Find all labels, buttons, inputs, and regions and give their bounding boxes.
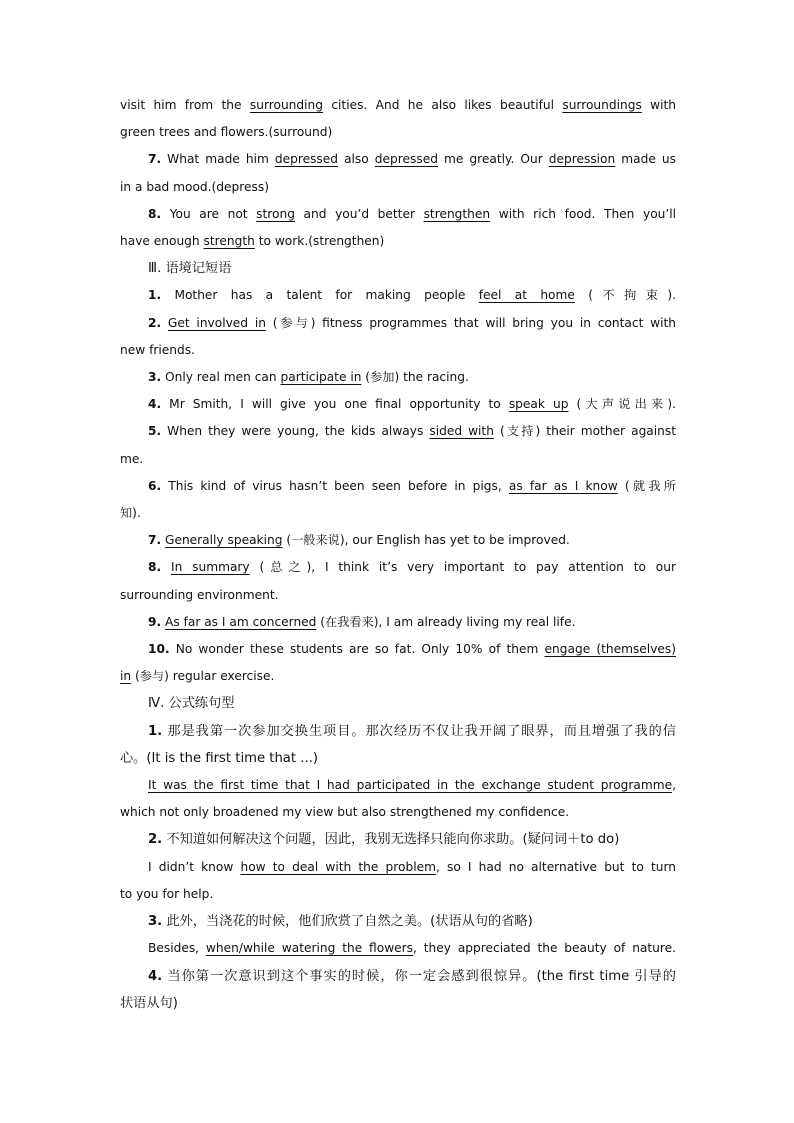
text-segment: with (641, 98, 677, 112)
text-segment: 状语从句) (120, 995, 178, 1011)
item-number: 3. (148, 914, 163, 930)
text-line (120, 881, 676, 908)
item-number: 1. (148, 288, 162, 303)
text-segment: me greatly. Our (437, 152, 549, 167)
text-line (120, 854, 676, 881)
answer-blank: how to deal with the problem (240, 859, 436, 874)
text-line (120, 772, 676, 799)
text-line (120, 228, 676, 255)
text-segment: , so I had no alternative but to turn (435, 859, 676, 874)
answer-blank: sided with (429, 424, 494, 439)
item-number: 7. (148, 533, 162, 548)
text-segment: (不拘束). (574, 288, 676, 303)
text-segment: You are not (161, 206, 257, 221)
text-line (120, 174, 676, 201)
text-segment: Mother has a talent for making people (161, 288, 479, 303)
text-line (120, 527, 676, 554)
text-segment: (在我看来), I am already living my real life. (316, 614, 576, 629)
answer-blank: It was the first time that I had participated in the exchange student programme (148, 778, 673, 793)
text-segment: When they were young, the kids always (161, 424, 430, 439)
text-line (120, 473, 676, 500)
text-line (120, 146, 676, 173)
text-line (120, 255, 676, 282)
text-segment: (就我所 (617, 478, 676, 493)
item-number: 10. (148, 642, 170, 657)
item-number: 8. (148, 206, 162, 221)
text-segment: Besides, (148, 941, 206, 956)
text-segment: with rich food. Then you’ll (490, 206, 677, 221)
answer-blank: As far as I am concerned (165, 614, 317, 629)
text-segment: 此外，当浇花的时候，他们欣赏了自然之美。(状语从句的省略) (162, 914, 533, 930)
text-segment: which not only broadened my view but also strengthened my confidence. (120, 805, 570, 820)
text-line (120, 663, 676, 690)
text-segment: This kind of virus hasn’t been seen before in pigs, (161, 478, 509, 493)
text-segment: made us (615, 152, 676, 167)
text-segment: (大声说出来). (568, 397, 676, 412)
text-line (120, 990, 676, 1017)
item-number: 4. (148, 397, 162, 412)
text-line (120, 745, 676, 772)
text-line (120, 310, 676, 337)
answer-blank: participate in (280, 370, 362, 385)
text-line (120, 446, 676, 473)
answer-blank: surroundings (562, 98, 642, 112)
text-segment: What made him (161, 152, 275, 167)
text-segment: Ⅲ. 语境记短语 (148, 261, 232, 277)
answer-blank: when/while watering the flowers (205, 941, 414, 956)
text-segment: have enough (120, 234, 204, 249)
answer-blank: strength (203, 234, 255, 249)
text-segment: (参加) the racing. (361, 370, 469, 385)
answer-blank: as far as I know (508, 478, 618, 493)
text-segment: and you’d better (294, 206, 424, 221)
text-segment: Mr Smith, I will give you one final opportunity to (161, 397, 509, 412)
text-line (120, 582, 676, 609)
text-line (120, 119, 676, 146)
answer-blank: Get involved in (167, 315, 266, 330)
text-segment: 心。(It is the first time that ...) (120, 750, 318, 766)
item-number: 9. (148, 614, 162, 629)
text-segment: to work.(strengthen) (254, 234, 385, 249)
answer-blank: feel at home (478, 288, 575, 303)
text-line (120, 337, 676, 364)
text-segment: Ⅳ. 公式练句型 (148, 696, 235, 712)
text-segment: (支持) their mother against (493, 424, 677, 439)
text-line (120, 282, 676, 309)
text-segment: (参与) fitness programmes that will bring you in contact with (265, 315, 677, 330)
text-segment: (参与) regular exercise. (131, 669, 275, 684)
text-segment: also (338, 152, 375, 167)
answer-blank: depressed (374, 152, 438, 167)
document-page (120, 92, 676, 1017)
answer-blank: In summary (170, 560, 250, 575)
text-line (120, 554, 676, 581)
item-number: 1. (148, 723, 163, 739)
text-segment: 那是我第一次参加交换生项目。那次经历不仅让我开阔了眼界，而且增强了我的信 (162, 723, 676, 739)
item-number: 4. (148, 968, 163, 984)
item-number: 8. (148, 560, 162, 575)
answer-blank: depressed (274, 152, 339, 167)
item-number: 2. (148, 315, 162, 330)
text-line (120, 92, 676, 119)
text-line (120, 609, 676, 636)
item-number: 5. (148, 424, 162, 439)
text-line (120, 636, 676, 663)
text-segment: cities. And he also likes beautiful (322, 98, 563, 112)
text-line (120, 391, 676, 418)
text-segment: 知). (120, 506, 141, 521)
item-number: 2. (148, 832, 163, 848)
text-line (120, 826, 676, 853)
text-segment: new friends. (120, 342, 195, 357)
answer-blank: engage (themselves) (544, 642, 677, 657)
text-segment: No wonder these students are so fat. Only 10% of them (169, 642, 545, 657)
answer-blank: depression (548, 152, 616, 167)
answer-blank: speak up (508, 397, 569, 412)
text-line (120, 500, 676, 527)
answer-blank: strengthen (423, 206, 491, 221)
text-line (120, 935, 676, 962)
text-segment: (一般来说), our English has yet to be improved. (282, 533, 570, 548)
answer-blank: surrounding (249, 98, 323, 112)
text-segment: green trees and flowers.(surround) (120, 125, 333, 140)
text-line (120, 418, 676, 445)
item-number: 3. (148, 370, 162, 385)
text-segment: I didn’t know (148, 859, 241, 874)
text-segment: surrounding environment. (120, 587, 279, 602)
text-line (120, 908, 676, 935)
text-segment: me. (120, 451, 144, 466)
answer-blank: Generally speaking (165, 533, 283, 548)
text-segment: to you for help. (120, 886, 214, 901)
text-line (120, 201, 676, 228)
text-line (120, 799, 676, 826)
item-number: 6. (148, 478, 162, 493)
text-segment: , (672, 778, 676, 793)
item-number: 7. (148, 152, 162, 167)
text-segment (161, 316, 168, 330)
text-segment: visit him from the (120, 98, 250, 112)
text-line (120, 963, 676, 990)
text-line (120, 718, 676, 745)
text-segment: 不知道如何解决这个问题，因此，我别无选择只能向你求助。(疑问词＋to do) (162, 832, 620, 848)
answer-blank: strong (256, 206, 295, 221)
text-segment: in a bad mood.(depress) (120, 179, 269, 194)
text-segment: 当你第一次意识到这个事实的时候，你一定会感到很惊异。(the first time 引导的 (162, 968, 676, 984)
text-line (120, 364, 676, 391)
text-segment: (总之), I think it’s very important to pay attention to our (249, 560, 676, 575)
text-segment: , they appreciated the beauty of nature. (413, 941, 677, 956)
text-line (120, 690, 676, 717)
text-segment: Only real men can (161, 370, 281, 385)
answer-blank: in (120, 669, 132, 684)
text-segment (161, 560, 171, 574)
